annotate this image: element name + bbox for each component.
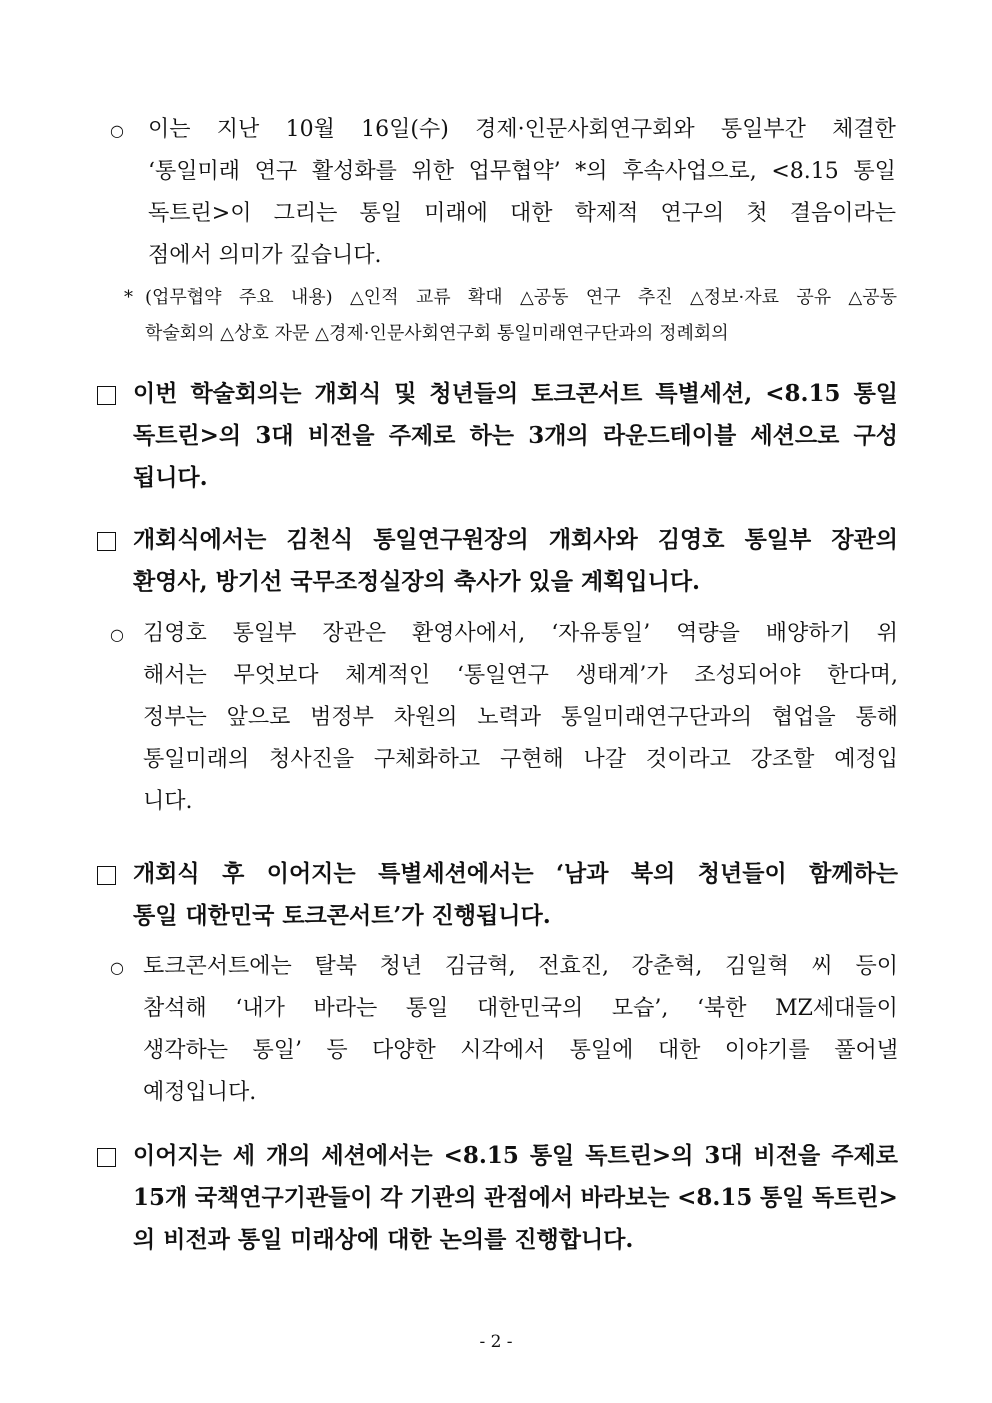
circle-bullet-icon: ○ [110,121,124,140]
text-line: 됩니다. [133,464,208,491]
section-special-session [133,853,898,937]
page-number: - 2 - [479,1332,513,1352]
paragraph-minister-speech [143,613,898,823]
text-line: 정부는 앞으로 범정부 차원의 노력과 통일미래연구단과의 협업을 통해 [143,705,898,730]
text-line: 참석해 ‘내가 바라는 통일 대한민국의 모습’, ‘북한 MZ세대들이 [143,996,898,1021]
text-line: (업무협약 주요 내용) △인적 교류 확대 △공동 연구 추진 △정보·자료 공유 △공동 [145,287,897,308]
square-bullet-icon [97,386,116,405]
text-line: 이번 학술회의는 개회식 및 청년들의 토크콘서트 특별세션, <8.15 통일 [133,380,898,407]
text-line: 이는 지난 10월 16일(수) 경제·인문사회연구회와 통일부간 체결한 [148,117,896,142]
text-line: 독트린>이 그리는 통일 미래에 대한 학제적 연구의 첫 결음이라는 [148,201,896,226]
asterisk-icon: * [124,287,133,308]
paragraph-talk-concert [143,946,898,1114]
text-line: 환영사, 방기선 국무조정실장의 축사가 있을 계획입니다. [133,568,701,595]
text-line: 토크콘서트에는 탈북 청년 김금혁, 전효진, 강춘혁, 김일혁 씨 등이 [143,954,898,979]
text-line: 개회식에서는 김천식 통일연구원장의 개회사와 김영호 통일부 장관의 [133,526,898,553]
text-line: 이어지는 세 개의 세션에서는 <8.15 통일 독트린>의 3대 비전을 주제로 [133,1142,898,1169]
text-line: 학술회의 △상호 자문 △경제·인문사회연구회 통일미래연구단과의 정례회의 [145,323,729,344]
text-line: 독트린>의 3대 비전을 주제로 하는 3개의 라운드테이블 세션으로 구성 [133,422,898,449]
text-line: 통일미래의 청사진을 구체화하고 구현해 나갈 것이라고 강조할 예정입 [143,747,898,772]
text-line: 통일 대한민국 토크콘서트’가 진행됩니다. [133,902,551,929]
text-line: 15개 국책연구기관들이 각 기관의 관점에서 바라보는 <8.15 통일 독트린> [133,1184,898,1211]
text-line: 예정입니다. [143,1080,257,1105]
text-line: 의 비전과 통일 미래상에 대한 논의를 진행합니다. [133,1226,634,1253]
square-bullet-icon [97,866,116,885]
footnote-agreement-contents [145,280,897,352]
paragraph-agreement [148,109,896,277]
section-conference-structure [133,373,898,499]
section-opening-ceremony [133,519,898,603]
text-line: ‘통일미래 연구 활성화를 위한 업무협약’ *의 후속사업으로, <8.15 통일 [148,159,896,184]
square-bullet-icon [97,1148,116,1167]
text-line: 개회식 후 이어지는 특별세션에서는 ‘남과 북의 청년들이 함께하는 [133,860,898,887]
text-line: 김영호 통일부 장관은 환영사에서, ‘자유통일’ 역량을 배양하기 위 [143,621,898,646]
text-line: 생각하는 통일’ 등 다양한 시각에서 통일에 대한 이야기를 풀어낼 [143,1038,898,1063]
text-line: 니다. [143,789,193,814]
text-line: 점에서 의미가 깊습니다. [148,243,382,268]
circle-bullet-icon: ○ [110,625,124,644]
text-line: 해서는 무엇보다 체계적인 ‘통일연구 생태계’가 조성되어야 한다며, [143,663,898,688]
circle-bullet-icon: ○ [110,958,124,977]
square-bullet-icon [97,532,116,551]
section-three-sessions [133,1135,898,1261]
